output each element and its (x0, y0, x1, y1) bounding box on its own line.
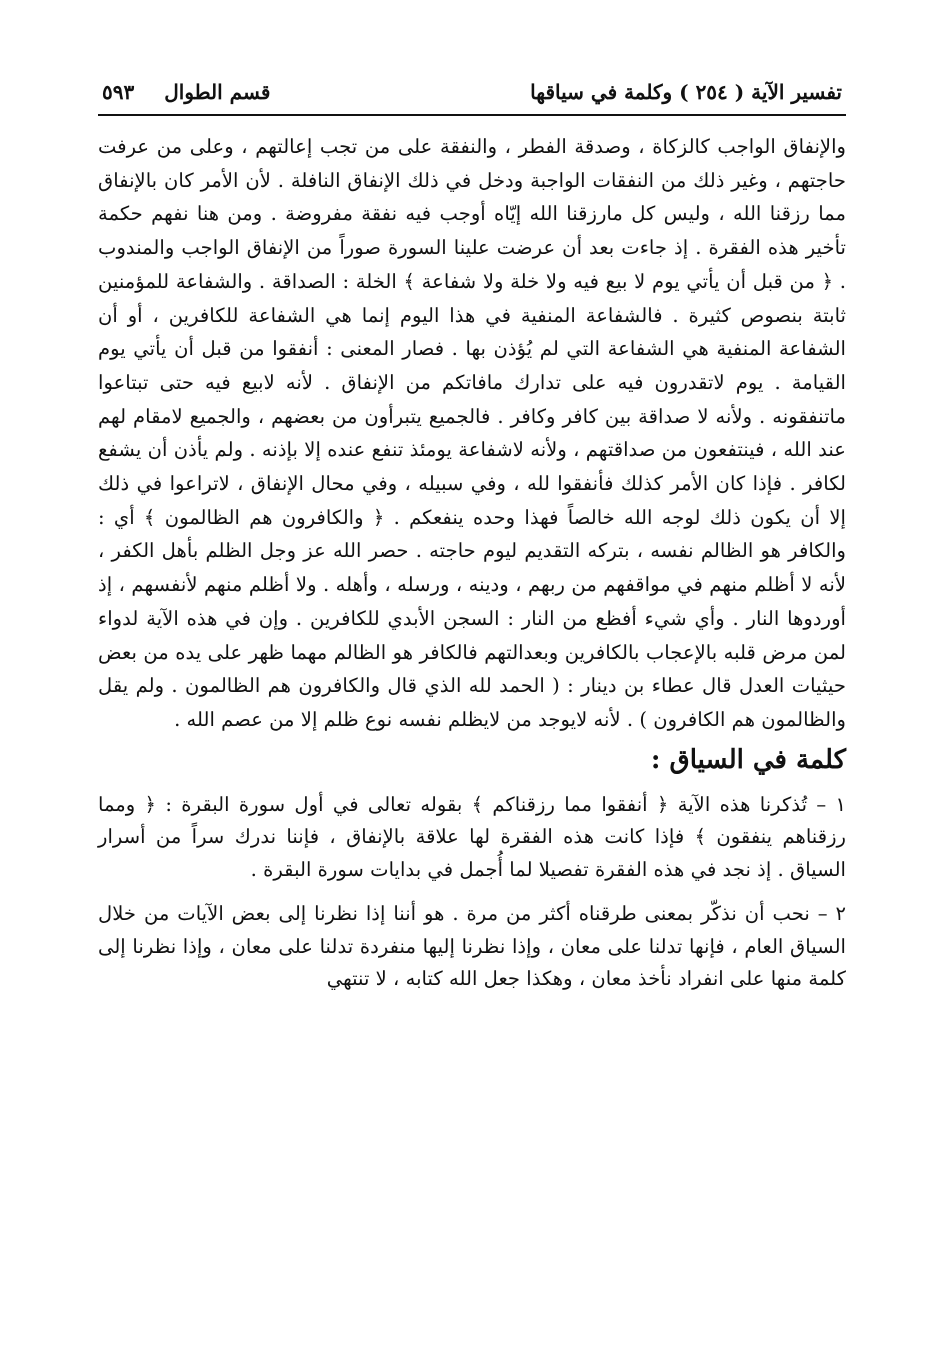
section-name: قسم الطوال (164, 80, 271, 104)
book-page (98, 80, 846, 1008)
main-text: والإنفاق الواجب كالزكاة ، وصدقة الفطر ، والنفقة على من تجب إعالتهم ، وعلى من عرفت حاجتهم ، وغير ذلك من النفقات الواجبة ودخل في ذلك الإنفاق النافلة . لأن الأمر كان بالإنفاق مما رزقنا الله ، وليس كل مارزقنا الله إيّاه أوجب فيه نفقة مفروضة . ومن هنا نفهم حكمة تأخير هذه الفقرة . إذ جاءت بعد أن عرضت علينا السورة صوراً من الإنفاق الواجب والمندوب . ﴿ من قبل أن يأتي يوم لا بيع فيه ولا خلة ولا شفاعة ﴾ الخلة : الصداقة . والشفاعة للمؤمنين ثابتة بنصوص كثيرة . فالشفاعة المنفية في هذا اليوم إنما هي الشفاعة للكافرين ، أو أن الشفاعة المنفية هي الشفاعة التي لم يُؤذن بها . فصار المعنى : أنفقوا من قبل أن يأتي يوم القيامة . يوم لاتقدرون فيه على تدارك مافاتكم من الإنفاق . لأنه لابيع فيه حتى تبتاعوا ماتنفقونه . ولأنه لا صداقة بين كافر وكافر . فالجميع يتبرأون من بعضهم ، والجميع لامقام لهم عند الله ، فينتفعون من صداقتهم ، ولأنه لاشفاعة يومئذ تنفع عنده إلا بإذنه . ولم يأذن أن يشفع لكافر . فإذا كان الأمر كذلك فأنفقوا لله ، وفي سبيله ، وفي محال الإنفاق ، لاتراعوا في ذلك إلا أن يكون ذلك لوجه الله خالصاً فهذا وحده ينفعكم . ﴿ والكافرون هم الظالمون ﴾ أي : والكافر هو الظالم نفسه ، بتركه التقديم ليوم حاجته . حصر الله عز وجل الظلم بأهل الكفر ، لأنه لا أظلم منهم في مواقفهم من ربهم ، ودينه ، ورسله ، وأهله . ولا أظلم منهم لأنفسهم ، إذ أوردوها النار . وأي شيء أفظع من النار : السجن الأبدي للكافرين . وإن في هذه الآية لدواء لمن مرض قلبه بالإعجاب بالكافرين وبعدالتهم فالكافر هو الظالم مهما ظهر على يده من بعض حيثيات العدل قال عطاء بن دينار : ( الحمد لله الذي قال والكافرون هم الظالمون . ولم يقل والظالمون هم الكافرون ) . لأنه لايوجد من لايظلم نفسه نوع ظلم إلا من عصم الله . (98, 135, 846, 731)
section-heading: كلمة في السياق : (650, 744, 846, 775)
header-left-group (102, 80, 270, 104)
page-header (98, 80, 846, 110)
running-title: تفسير الآية ( ٢٥٤ ) وكلمة في سياقها (530, 80, 842, 104)
header-divider (98, 114, 846, 116)
page-number: ٥٩٣ (102, 80, 135, 104)
section-paragraph: ٢ – نحب أن نذكّر بمعنى طرقناه أكثر من مرة . هو أننا إذا نظرنا إلى بعض الآيات من خلال السياق العام ، فإنها تدلنا على معان ، وإذا نظرنا إليها منفردة تدلنا على معان ، وإذا نظرنا إلى كلمة منها على انفراد نأخذ معان ، وهكذا جعل الله كتابه ، لا تنتهي (98, 902, 846, 991)
section-paragraph: ١ – تُذكرنا هذه الآية ﴿ أنفقوا مما رزقناكم ﴾ بقوله تعالى في أول سورة البقرة : ﴿ ومما رزقناهم ينفقون ﴾ فإذا كانت هذه الفقرة لها علاقة بالإنفاق ، فإننا ندرك سراً من أسرار السياق . إذ نجد في هذه الفقرة تفصيلا لما أُجمل في بدايات سورة البقرة . (98, 792, 846, 881)
